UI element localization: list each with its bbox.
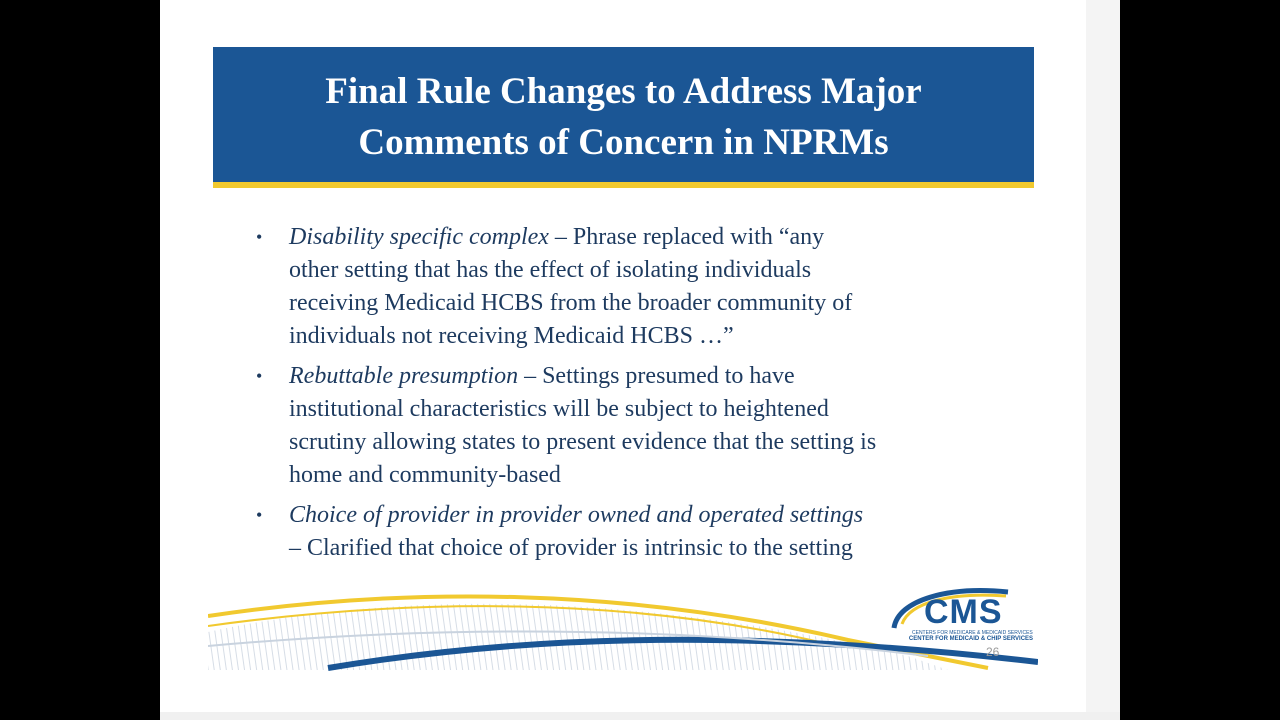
cms-wordmark: CMS: [924, 593, 1003, 631]
bullet-text: – Settings presumed to have: [518, 363, 795, 389]
bullet-text: – Phrase replaced with “any: [548, 224, 825, 250]
slide-title-line-2: Comments of Concern in NPRMs: [358, 121, 889, 163]
presentation-slide: [160, 0, 1086, 720]
cms-logo: [888, 584, 1038, 646]
bottom-edge: [160, 712, 1120, 720]
bullet-text: – Clarified that choice of provider is intrinsic to the setting: [289, 535, 853, 561]
page-number: 26: [986, 645, 1000, 659]
slide-title: [325, 62, 921, 168]
cms-logo-subtitle: CENTER FOR MEDICAID & CHIP SERVICES: [908, 636, 1034, 642]
cms-logo-subtitle-small: CENTERS FOR MEDICARE & MEDICAID SERVICES: [912, 630, 1033, 636]
right-gutter: [1086, 0, 1120, 720]
bullet-text: home and community-based: [289, 462, 561, 488]
bullet-text: receiving Medicaid HCBS from the broader community of: [289, 290, 853, 316]
bullet-term: Choice of provider in provider owned and operated settings: [289, 502, 864, 528]
slide-title-line-1: Final Rule Changes to Address Major: [325, 70, 922, 112]
bullet-term: Rebuttable presumption: [289, 363, 519, 389]
bullet-term: Disability specific complex: [289, 224, 549, 250]
bullet-text: individuals not receiving Medicaid HCBS …”: [289, 323, 734, 349]
bullet-text: institutional characteristics will be subject to heightened: [289, 396, 829, 422]
bullet-text: other setting that has the effect of isolating individuals: [289, 257, 812, 283]
title-banner: [213, 47, 1034, 182]
bullet-text: scrutiny allowing states to present evidence that the setting is: [289, 429, 877, 455]
bullet-item: [256, 221, 976, 353]
bullet-marker: •: [256, 227, 263, 247]
title-gold-rule: [213, 182, 1034, 188]
bullet-item: [256, 499, 976, 565]
bullet-list: [256, 221, 976, 572]
bullet-marker: •: [256, 505, 263, 525]
bullet-item: [256, 360, 976, 492]
bullet-marker: •: [256, 366, 263, 386]
